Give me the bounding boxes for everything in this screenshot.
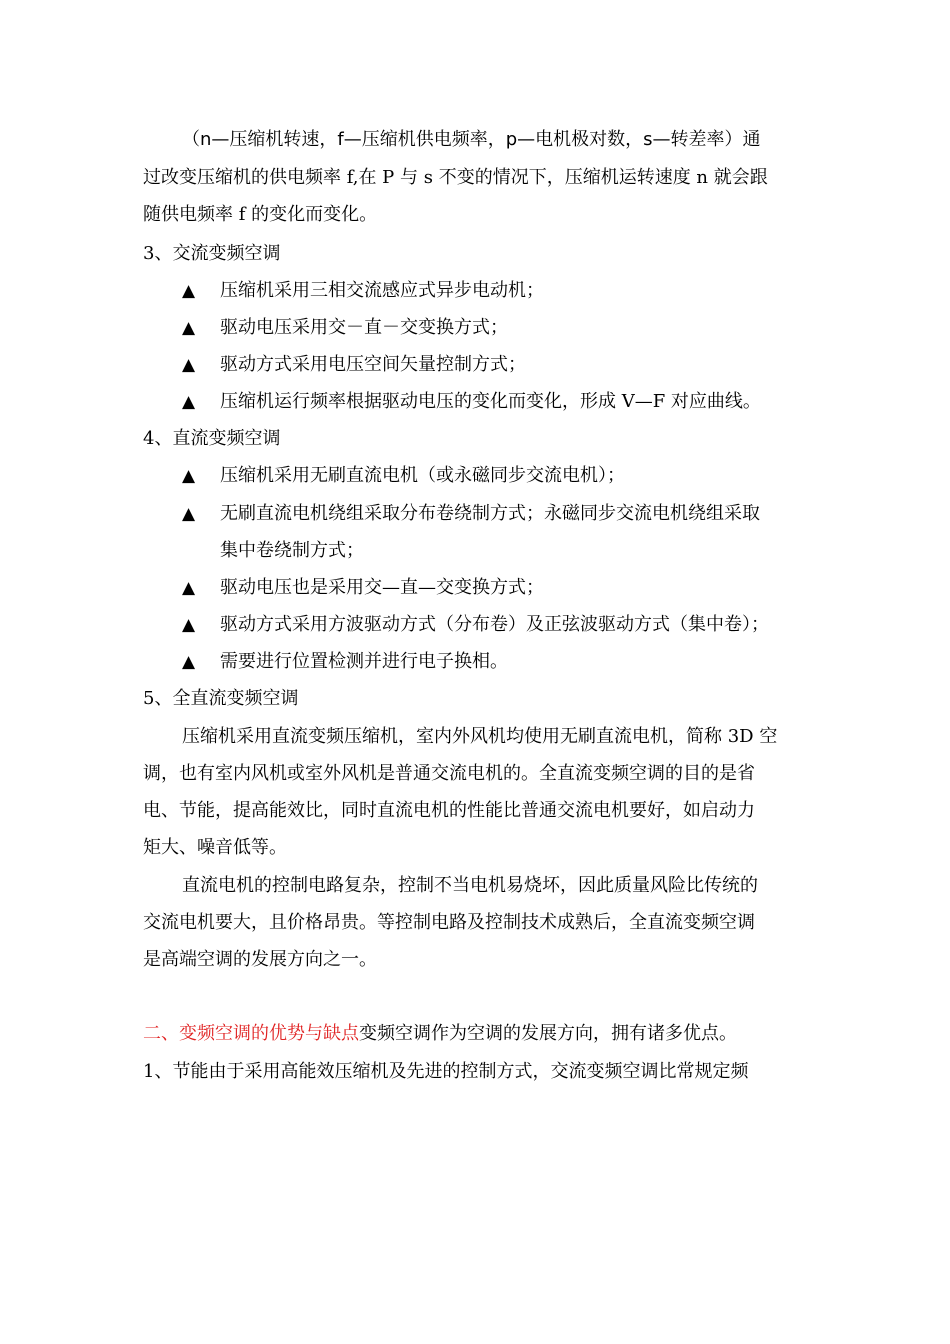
bullet-text: 无刷直流电机绕组采取分布卷绕制方式；永磁同步交流电机绕组采取	[220, 503, 760, 524]
section-5-heading: 5、全直流变频空调	[143, 688, 299, 709]
intro-line-3: 随供电频率 f 的变化而变化。	[143, 204, 378, 225]
section-5-para-2-line-1: 直流电机的控制电路复杂，控制不当电机易烧坏，因此质量风险比传统的	[182, 875, 758, 896]
section-5-para-2-line-2: 交流电机要大，且价格昂贵。等控制电路及控制技术成熟后，全直流变频空调	[143, 912, 755, 933]
triangle-bullet-icon: ▲	[182, 466, 196, 486]
section-4-bullet-2-continuation: 集中卷绕制方式；	[220, 540, 364, 561]
intro-line-1: （n—压缩机转速，f—压缩机供电频率，p—电机极对数，s—转差率）通	[182, 129, 761, 150]
bullet-text: 驱动电压也是采用交—直—交变换方式；	[220, 577, 544, 598]
triangle-bullet-icon: ▲	[182, 504, 196, 524]
bullet-text: 驱动方式采用电压空间矢量控制方式；	[220, 354, 526, 375]
section-5-para-1-line-4: 矩大、噪音低等。	[143, 837, 287, 858]
triangle-bullet-icon: ▲	[182, 355, 196, 375]
bullet-text: 压缩机采用三相交流感应式异步电动机；	[220, 280, 544, 301]
section-5-para-2-line-3: 是高端空调的发展方向之一。	[143, 949, 377, 970]
bullet-text: 驱动方式采用方波驱动方式（分布卷）及正弦波驱动方式（集中卷）；	[220, 614, 769, 635]
section-3-heading: 3、交流变频空调	[143, 243, 281, 264]
bullet-text: 需要进行位置检测并进行电子换相。	[220, 651, 508, 672]
section-5-para-1-line-1: 压缩机采用直流变频压缩机，室内外风机均使用无刷直流电机，简称 3D 空	[182, 726, 778, 747]
triangle-bullet-icon: ▲	[182, 615, 196, 635]
triangle-bullet-icon: ▲	[182, 281, 196, 301]
triangle-bullet-icon: ▲	[182, 318, 196, 338]
triangle-bullet-icon: ▲	[182, 392, 196, 412]
part-2-title-rest: 变频空调作为空调的发展方向，拥有诸多优点。	[359, 1023, 737, 1044]
section-4-heading: 4、直流变频空调	[143, 428, 281, 449]
section-5-para-1-line-3: 电、节能，提高能效比，同时直流电机的性能比普通交流电机要好，如启动力	[143, 800, 755, 821]
bullet-text: 驱动电压采用交－直－交变换方式；	[220, 317, 508, 338]
section-5-para-1-line-2: 调，也有室内风机或室外风机是普通交流电机的。全直流变频空调的目的是省	[143, 763, 755, 784]
bullet-text: 压缩机采用无刷直流电机（或永磁同步交流电机）；	[220, 465, 625, 486]
part-2-line-1: 1、节能由于采用高能效压缩机及先进的控制方式，交流变频空调比常规定频	[143, 1061, 749, 1082]
triangle-bullet-icon: ▲	[182, 578, 196, 598]
intro-line-2: 过改变压缩机的供电频率 f,在 P 与 s 不变的情况下，压缩机运转速度 n 就会跟	[143, 167, 768, 188]
triangle-bullet-icon: ▲	[182, 652, 196, 672]
part-2-title-red: 二、变频空调的优势与缺点	[143, 1023, 359, 1044]
part-2-heading	[143, 1022, 807, 1046]
bullet-text: 压缩机运行频率根据驱动电压的变化而变化，形成 V—F 对应曲线。	[220, 391, 761, 412]
